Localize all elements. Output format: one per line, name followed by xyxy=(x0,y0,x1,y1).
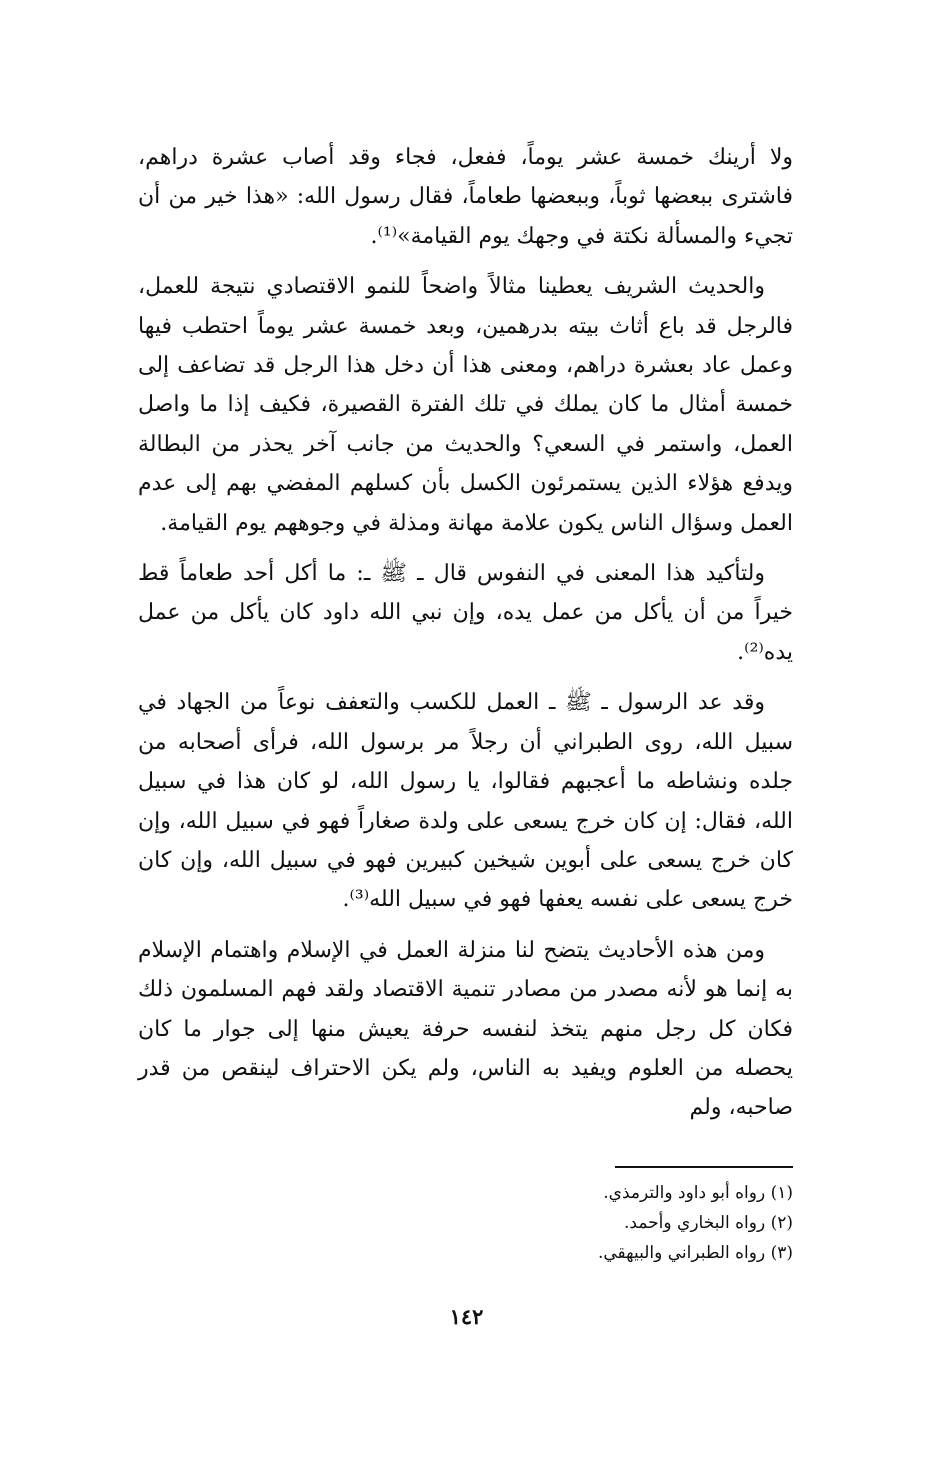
paragraph: ومن هذه الأحاديث يتضح لنا منزلة العمل في الإسلام واهتمام الإسلام به إنما هو لأنه مصدر من مصادر تنمية الاقتصاد ولقد فهم المسلمون ذلك فكان كل رجل منهم يتخذ لنفسه حرفة يعيش منها إلى جوار ما كان يحصله من العلوم ويفيد به الناس، ولم يكن الاحتراف لينقص من قدر صاحبه، ولم xyxy=(138,937,793,1121)
paragraph: وقد عد الرسول ـ ﷺ ـ العمل للكسب والتعفف نوعاً من الجهاد في سبيل الله، روى الطبراني أن رجلاً مر برسول الله، فرأى أصحابه من جلده ونشاطه ما أعجبهم فقالوا، يا رسول الله، لو كان هذا في سبيل الله، فقال: إن كان خرج يسعى على ولدة صغاراً فهو في سبيل الله، وإن كان خرج يسعى على أبوين شيخين كبيرين فهو في سبيل الله، وإن كان خرج يسعى على نفسه يعفها فهو في سبيل الله⁽³⁾. xyxy=(138,690,793,913)
footnote-divider xyxy=(615,1166,793,1168)
paragraph: ولا أرينك خمسة عشر يوماً، ففعل، فجاء وقد أصاب عشرة دراهم، فاشترى ببعضها ثوباً، وببعضها طعاماً، فقال رسول الله: «هذا خير من أن تجيء والمسألة نكتة في وجهك يوم القيامة»⁽¹⁾. xyxy=(138,145,793,249)
body-text xyxy=(138,138,793,1139)
paragraph: ولتأكيد هذا المعنى في النفوس قال ـ ﷺ ـ: ما أكل أحد طعاماً قط خيراً من أن يأكل من عمل يده، وإن نبي الله داود كان يأكل من عمل يده⁽²⁾. xyxy=(138,561,793,665)
footnote-item: (٢) رواه البخاري وأحمد. xyxy=(624,1213,793,1233)
footnotes xyxy=(293,1178,793,1268)
footnote-item: (٣) رواه الطبراني والبيهقي. xyxy=(597,1243,793,1263)
paragraph: والحديث الشريف يعطينا مثالاً واضحاً للنمو الاقتصادي نتيجة للعمل، فالرجل قد باع أثاث بيته بدرهمين، وبعد خمسة عشر يوماً احتطب فيها وعمل عاد بعشرة دراهم، ومعنى هذا أن دخل هذا الرجل قد تضاعف إلى خمسة أمثال ما كان يملك في تلك الفترة القصيرة، فكيف إذا ما واصل العمل، واستمر في السعي؟ والحديث من جانب آخر يحذر من البطالة ويدفع هؤلاء الذين يستمرئون الكسل بأن كسلهم المفضي بهم إلى عدم العمل وسؤال الناس يكون علامة مهانة ومذلة في وجوههم يوم القيامة. xyxy=(138,274,793,536)
footnote-item: (١) رواه أبو داود والترمذي. xyxy=(603,1183,793,1203)
page-number: ١٤٢ xyxy=(449,1304,484,1329)
